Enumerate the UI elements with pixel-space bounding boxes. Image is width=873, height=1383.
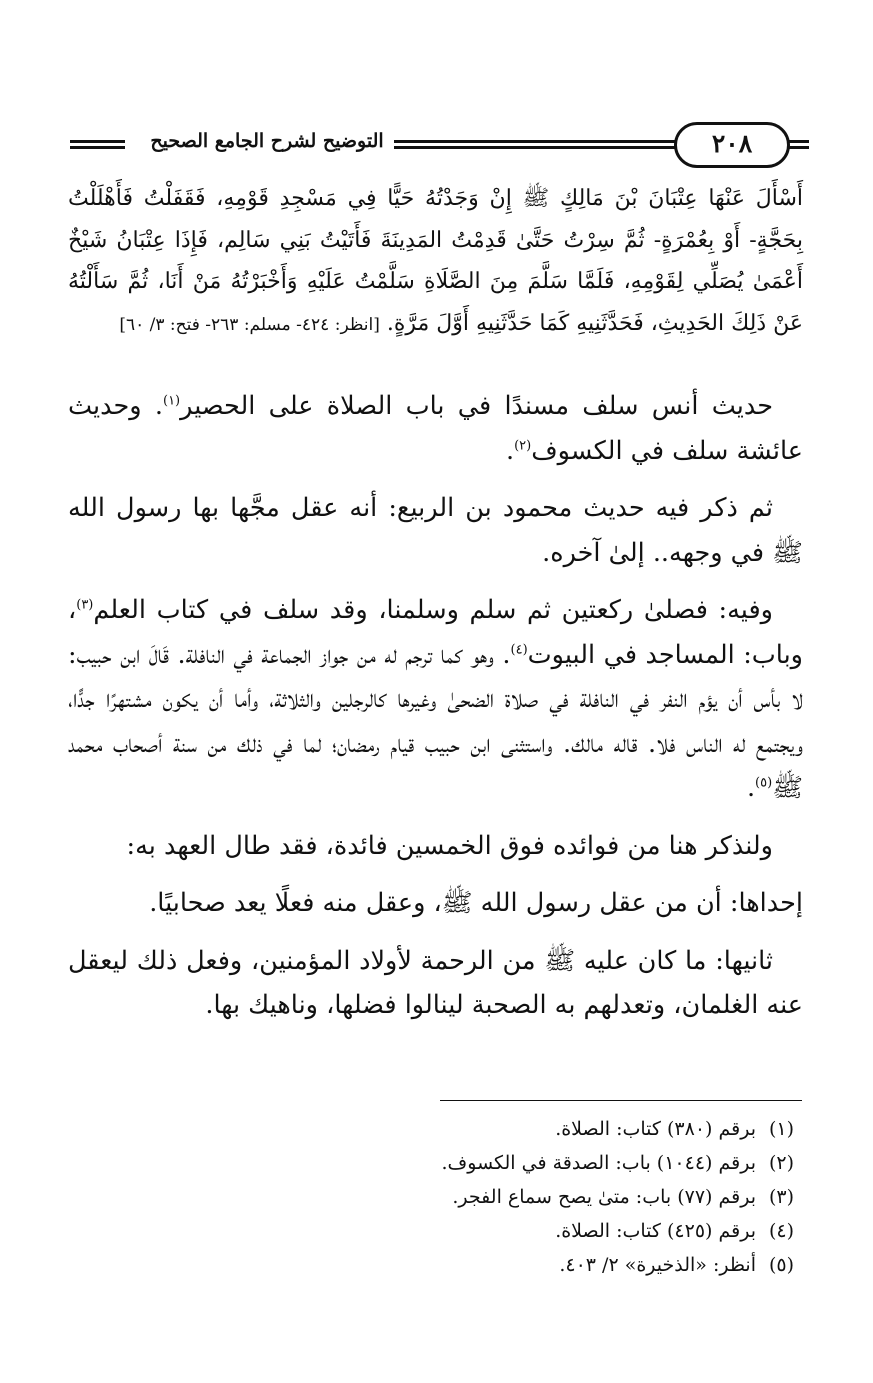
- paragraph: [68, 881, 803, 926]
- footnote-text: برقم (١٠٤٤) باب: الصدقة في الكسوف.: [441, 1152, 756, 1174]
- footnote-text: برقم (٤٢٥) كتاب: الصلاة.: [555, 1220, 756, 1242]
- paragraph-text: ثانيها: ما كان عليه ﷺ من الرحمة لأولاد المؤمنين، وفعل ذلك ليعقل عنه الغلمان، وتعدلهم به الصحبة لينالوا فضلها، وناهيك بها.: [68, 945, 803, 1020]
- header-rule-left: [70, 140, 125, 149]
- paragraph-text: ثم ذكر فيه حديث محمود بن الربيع: أنه عقل مجَّها بها رسول الله ﷺ في وجهه.. إلىٰ آخره.: [68, 493, 803, 568]
- hadith-reference: [انظر: ٤٢٤- مسلم: ٢٦٣- فتح: ٣/ ٦٠]: [119, 314, 380, 335]
- footnote-number: (١): [768, 1118, 794, 1140]
- paragraph-text: .: [746, 773, 756, 803]
- footnotes: [200, 1112, 794, 1282]
- footnote-marker[interactable]: (٢): [514, 438, 532, 453]
- hadith-quote: [68, 178, 803, 346]
- paragraph-text: . وهو كما ترجم له من جواز الجماعة في النافلة. قَالَ ابن حبيب: لا بأس أن يؤم النفر في النافلة في صلاة الضحىٰ وغيرها كالرجلين والثلاثة، وأما أن يكون مشتهرًا جدًّا، ويجتمع له الناس فلا. قاله مالك. واستثنى ابن حبيب قيام رمضان؛ لما في ذلك من سنة أصحاب محمد ﷺ: [68, 639, 803, 803]
- paragraph-text: . وحديث عائشة سلف في الكسوف: [68, 391, 803, 466]
- page-number: ٢٠٨: [674, 122, 790, 168]
- paragraph: [68, 824, 803, 869]
- footnote-number: (٥): [768, 1254, 794, 1276]
- header-rule-right: [787, 140, 809, 149]
- paragraph-text: وفيه: فصلىٰ ركعتين ثم سلم وسلمنا، وقد سلف في كتاب العلم: [93, 595, 773, 625]
- commentary-body: [68, 384, 803, 1041]
- page-header: [62, 118, 792, 170]
- footnote-item: [200, 1146, 794, 1180]
- footnote-marker[interactable]: (٣): [76, 597, 94, 613]
- footnote-marker[interactable]: (١): [162, 393, 181, 409]
- paragraph: [68, 384, 803, 473]
- running-title: التوضيح لشرح الجامع الصحيح: [150, 130, 384, 152]
- paragraph-text: حديث أنس سلف مسندًا في باب الصلاة على الحصير: [180, 391, 774, 421]
- paragraph: [68, 486, 803, 575]
- footnote-text: برقم (٧٧) باب: متىٰ يصح سماع الفجر.: [452, 1186, 756, 1208]
- paragraph-text: ، وباب: المساجد في البيوت: [68, 595, 803, 670]
- footnote-item: [200, 1180, 794, 1214]
- paragraph-text: إحداها: أن من عقل رسول الله ﷺ، وعقل منه فعلًا يعد صحابيًا.: [149, 888, 803, 918]
- footnote-item: [200, 1214, 794, 1248]
- footnote-number: (٢): [768, 1152, 794, 1174]
- footnote-number: (٤): [768, 1220, 794, 1242]
- footnote-item: [200, 1112, 794, 1146]
- footnote-number: (٣): [768, 1186, 794, 1208]
- paragraph-text: ولنذكر هنا من فوائده فوق الخمسين فائدة، فقد طال العهد به:: [126, 830, 773, 861]
- footnote-separator: [440, 1100, 802, 1101]
- paragraph: [68, 588, 803, 811]
- paragraph-text: .: [505, 435, 515, 466]
- footnote-text: برقم (٣٨٠) كتاب: الصلاة.: [555, 1118, 756, 1140]
- paragraph: [68, 939, 803, 1028]
- footnote-text: أنظر: «الذخيرة» ٢/ ٤٠٣.: [559, 1254, 756, 1276]
- footnote-marker[interactable]: (٥): [755, 775, 773, 791]
- footnote-marker[interactable]: (٤): [510, 642, 528, 657]
- hadith-text: أَسْأَلَ عَنْهَا عِتْبَانَ بْنَ مَالِكٍ ﷺ إِنْ وَجَدْتُهُ حَيًّا فِي مَسْجِدِ قَوْمِهِ، فَقَفَلْتُ فَأَهْلَلْتُ بِحَجَّةٍ- أَوْ بِعُمْرَةٍ- ثُمَّ سِرْتُ حَتَّىٰ قَدِمْتُ المَدِينَةَ فَأَتَيْتُ بَنِي سَالِم، فَإِذَا عِتْبَانُ شَيْخٌ أَعْمَىٰ يُصَلِّي لِقَوْمِهِ، فَلَمَّا سَلَّمَ مِنَ الصَّلَاةِ سَلَّمْتُ عَلَيْهِ وَأَخْبَرْتُهُ مَنْ أَنَا، ثُمَّ سَأَلْتُهُ عَنْ ذَلِكَ الحَدِيثِ، فَحَدَّثَنِيهِ كَمَا حَدَّثَنِيهِ أَوَّلَ مَرَّةٍ.: [68, 186, 803, 336]
- footnote-item: [200, 1248, 794, 1282]
